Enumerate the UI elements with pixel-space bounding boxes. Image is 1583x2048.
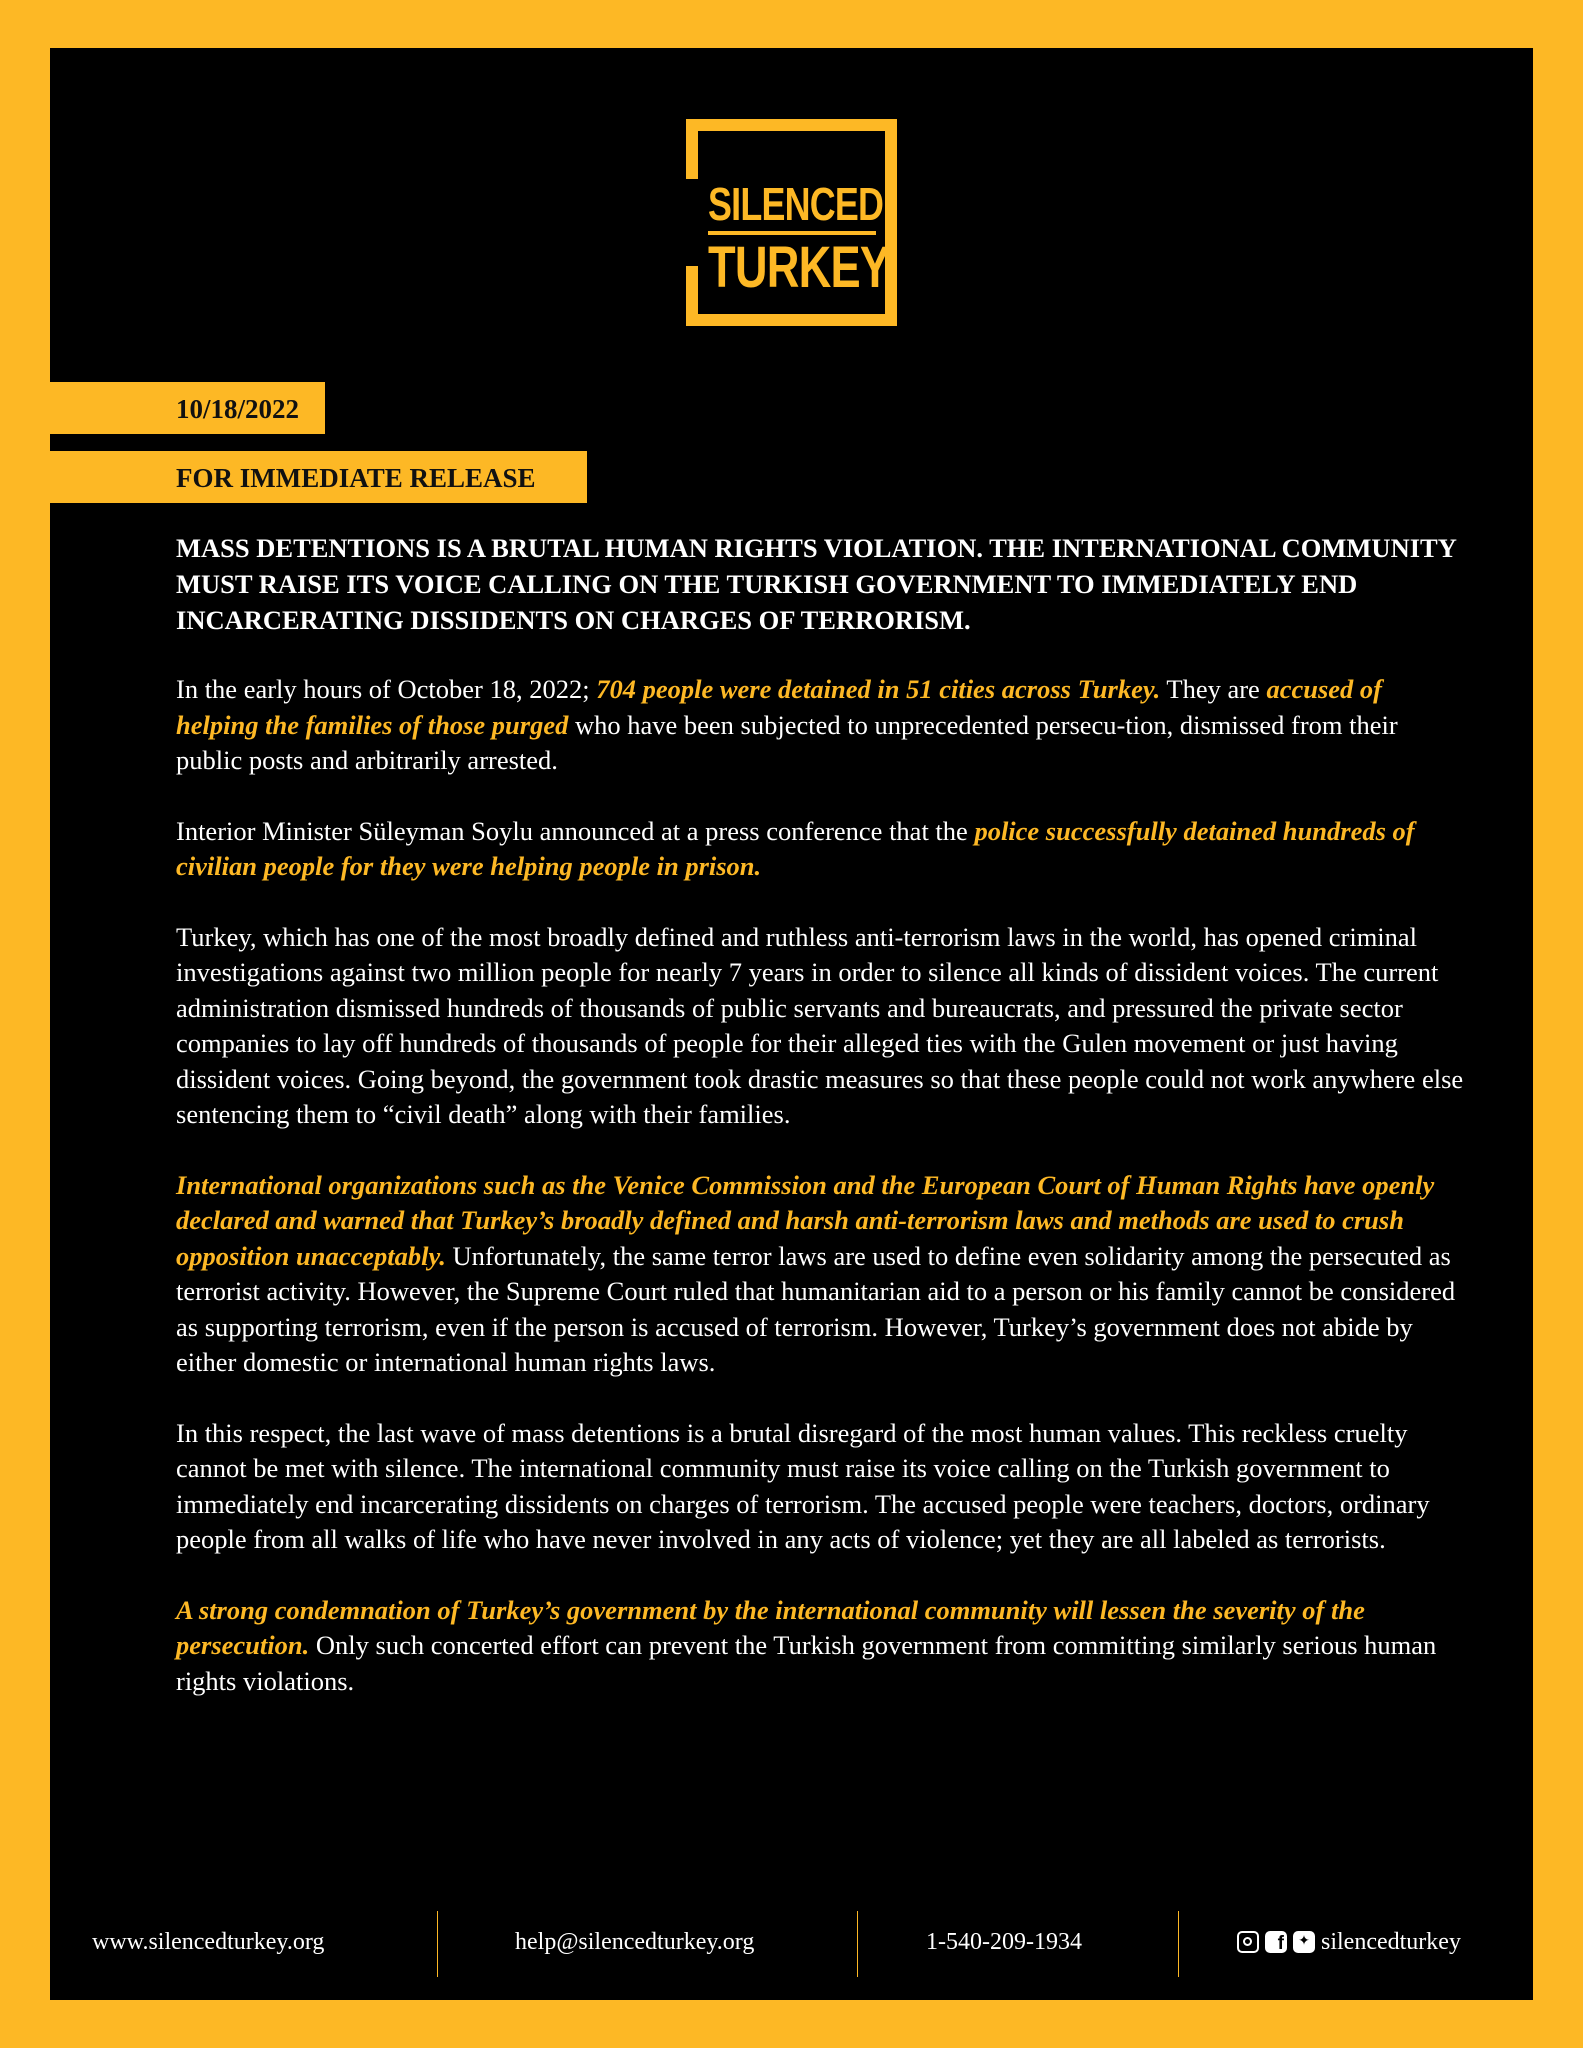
release-label: FOR IMMEDIATE RELEASE — [50, 451, 587, 503]
p4-text-b: Unfortunately, the same terror laws are used to define even solidarity among the persecuted as terrorist activity. However, the Supreme Court ruled that humanitarian aid to a person or his family cannot be considered as supporting terrorism, even if the person is accused of terrorism. However, Turkey’s government does not abide by either domestic or international human rights laws. — [176, 1240, 1456, 1377]
website-link[interactable]: www.silencedturkey.org — [92, 1929, 325, 1955]
p4-highlight: International organizations such as the Venice Commission and the European Court of Human Rights have openly declared and warned that Turkey’s broadly defined and harsh anti-terrorism laws and methods are used to crush opposition unacceptably. — [176, 1169, 1435, 1271]
silenced-turkey-logo — [686, 119, 897, 326]
twitter-icon[interactable]: ✦ — [1293, 1931, 1315, 1953]
paragraph-2 — [176, 814, 1466, 885]
footer — [50, 1928, 1533, 2000]
p1-text-e: who have been subjected to unprecedented persecu-tion, dismissed from their public posts and arbitrarily arrested. — [176, 709, 1398, 775]
release-date: 10/18/2022 — [50, 382, 325, 434]
p6-highlight: A strong condemnation of Turkey’s government by the international community will lessen the severity of the persecution. — [176, 1594, 1365, 1660]
headline: MASS DETENTIONS IS A BRUTAL HUMAN RIGHTS VIOLATION. THE INTERNATIONAL COMMUNITY MUST RAISE ITS VOICE CALLING ON THE TURKISH GOVERNMENT TO IMMEDIATELY END INCARCERATING DISSIDENTS ON CHARGES OF TERRORISM. — [176, 533, 1456, 635]
paragraph-4 — [176, 1168, 1466, 1381]
footer-divider — [437, 1911, 438, 1977]
email-link[interactable]: help@silencedturkey.org — [515, 1929, 755, 1955]
release-body — [176, 530, 1466, 1734]
instagram-icon[interactable] — [1237, 1931, 1259, 1953]
paragraph-6 — [176, 1593, 1466, 1700]
p1-text-c: They are — [1160, 674, 1267, 704]
phone-number: 1-540-209-1934 — [926, 1929, 1082, 1955]
p2-text-a: Interior Minister Süleyman Soylu announced at a press conference that the — [176, 815, 975, 846]
facebook-icon[interactable]: f — [1265, 1931, 1287, 1953]
social-links — [1237, 1928, 1461, 1956]
footer-divider — [857, 1911, 858, 1977]
footer-divider — [1178, 1911, 1179, 1977]
p6-text-b: Only such concerted effort can prevent the Turkish government from committing similarly serious human rights violations. — [176, 1630, 1437, 1696]
paragraph-3: Turkey, which has one of the most broadly defined and ruthless anti-terrorism laws in the world, has opened criminal investigations against two million people for nearly 7 years in order to silence all kinds of dissident voices. The current administration dismissed hundreds of thousands of public servants and bureaucrats, and pressured the private sector companies to lay off hundreds of thousands of people for their alleged ties with the Gulen movement or just having dissident voices. Going beyond, the government took drastic measures so that these people could not work anywhere else sentencing them to “civil death” along with their families. — [176, 921, 1464, 1129]
paragraph-1 — [176, 672, 1466, 779]
p1-text-a: In the early hours of October 18, 2022; — [176, 674, 597, 704]
p2-highlight: police successfully detained hundreds of civilian people for they were helping people in prison. — [176, 815, 1415, 881]
logo-line-2: TURKEY — [708, 235, 890, 300]
paragraph-5: In this respect, the last wave of mass detentions is a brutal disregard of the most human values. This reckless cruelty cannot be met with silence. The international community must raise its voice calling on the Turkish government to immediately end incarcerating dissidents on charges of terrorism. The accused people were teachers, doctors, ordinary people from all walks of life who have never involved in any acts of violence; yet they are all labeled as terrorists. — [176, 1417, 1430, 1554]
press-release-sheet — [50, 48, 1533, 2000]
logo-line-1: SILENCED — [708, 178, 884, 230]
p1-highlight-2: accused of helping the families of those purged — [176, 674, 1382, 740]
p1-highlight-1: 704 people were detained in 51 cities across Turkey. — [596, 674, 1161, 704]
social-handle[interactable]: silencedturkey — [1321, 1929, 1461, 1955]
